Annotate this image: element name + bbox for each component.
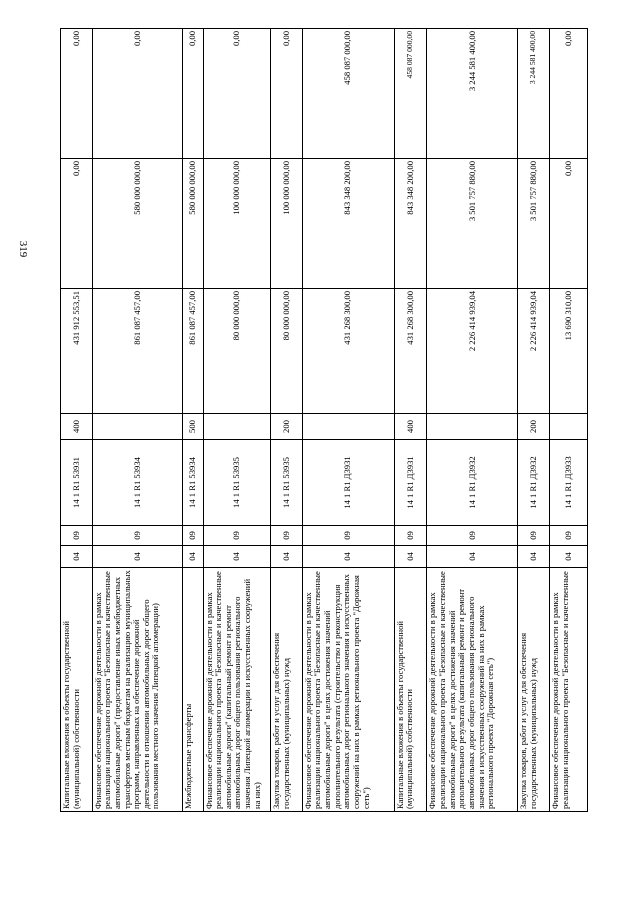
- row-amount-2: 3 501 757 880,00: [518, 159, 550, 289]
- row-expense-type: [302, 414, 394, 440]
- row-section: 04: [183, 546, 203, 568]
- row-target-article: 14 1 R1 53935: [203, 440, 271, 526]
- row-target-article: 14 1 R1 53934: [183, 440, 203, 526]
- row-target-article: 14 1 R1 Д3933: [549, 440, 587, 526]
- row-section: 04: [203, 546, 271, 568]
- row-amount-1: 431 912 553,51: [61, 289, 93, 414]
- row-section: 04: [271, 546, 303, 568]
- budget-table-rotated: [60, 29, 588, 812]
- row-subsection: 09: [302, 526, 394, 546]
- table-row: [92, 29, 183, 812]
- row-target-article: 14 1 R1 Д3931: [394, 440, 427, 526]
- table-row: [61, 29, 93, 812]
- budget-table: [60, 28, 588, 812]
- row-amount-1: 861 087 457,00: [183, 289, 203, 414]
- row-expense-type: 200: [271, 414, 303, 440]
- row-section: 04: [549, 546, 587, 568]
- row-target-article: 14 1 R1 53934: [92, 440, 183, 526]
- row-section: 04: [302, 546, 394, 568]
- row-amount-1: 80 000 000,00: [271, 289, 303, 414]
- row-subsection: 09: [203, 526, 271, 546]
- row-amount-2: 843 348 200,00: [302, 159, 394, 289]
- row-amount-2: 843 348 200,00: [394, 159, 427, 289]
- row-amount-1: 2 226 414 939,04: [427, 289, 518, 414]
- row-amount-2: 0,00: [549, 159, 587, 289]
- row-amount-2: 0,00: [61, 159, 93, 289]
- table-row: [518, 29, 550, 812]
- row-subsection: 09: [271, 526, 303, 546]
- row-section: 04: [427, 546, 518, 568]
- row-expense-type: [203, 414, 271, 440]
- row-target-article: 14 1 R1 Д3932: [518, 440, 550, 526]
- row-target-article: 14 1 R1 53935: [271, 440, 303, 526]
- table-row: [203, 29, 271, 812]
- row-amount-1: 431 268 300,00: [394, 289, 427, 414]
- row-amount-3: 0,00: [549, 29, 587, 159]
- table-row: [549, 29, 587, 812]
- page-number: 319: [17, 240, 29, 258]
- row-subsection: 09: [61, 526, 93, 546]
- row-amount-1: 861 087 457,00: [92, 289, 183, 414]
- row-expense-type: [549, 414, 587, 440]
- row-expense-type: [427, 414, 518, 440]
- row-name: Межбюджетные трансферты: [183, 568, 203, 812]
- table-row: [183, 29, 203, 812]
- row-section: 04: [61, 546, 93, 568]
- row-name: Капитальные вложения в объекты государственной (муниципальной) собственности: [394, 568, 427, 812]
- row-amount-3: 3 244 581 400,00: [518, 29, 550, 159]
- row-amount-2: 580 000 000,00: [92, 159, 183, 289]
- row-target-article: 14 1 R1 Д3931: [302, 440, 394, 526]
- row-amount-1: 13 690 310,00: [549, 289, 587, 414]
- row-amount-3: 0,00: [92, 29, 183, 159]
- row-subsection: 09: [549, 526, 587, 546]
- table-row: [271, 29, 303, 812]
- row-section: 04: [92, 546, 183, 568]
- row-subsection: 09: [183, 526, 203, 546]
- row-expense-type: [92, 414, 183, 440]
- row-amount-1: 2 226 414 939,04: [518, 289, 550, 414]
- row-section: 04: [394, 546, 427, 568]
- row-amount-1: 80 000 000,00: [203, 289, 271, 414]
- row-section: 04: [518, 546, 550, 568]
- row-name: Финансовое обеспечение дорожной деятельности в рамках реализации национального проекта "Безопасные и качественные: [549, 568, 587, 812]
- row-subsection: 09: [518, 526, 550, 546]
- row-expense-type: 400: [394, 414, 427, 440]
- row-target-article: 14 1 R1 Д3932: [427, 440, 518, 526]
- row-amount-3: 0,00: [61, 29, 93, 159]
- row-subsection: 09: [427, 526, 518, 546]
- row-amount-3: 3 244 581 400,00: [427, 29, 518, 159]
- row-subsection: 09: [92, 526, 183, 546]
- row-name: Финансовое обеспечение дорожной деятельности в рамках реализации национального проекта "Безопасные и качественные автомобильные дороги" в целях достижения значений дополнительного результата (строительство и реконструкция автомобильных дорог регионального значения и искусственных сооружений на них в рамках регионального проекта "Дорожная сеть"): [302, 568, 394, 812]
- row-amount-2: 3 501 757 880,00: [427, 159, 518, 289]
- row-expense-type: 400: [61, 414, 93, 440]
- row-amount-3: 0,00: [271, 29, 303, 159]
- table-row: [394, 29, 427, 812]
- row-subsection: 09: [394, 526, 427, 546]
- row-name: Финансовое обеспечение дорожной деятельности в рамках реализации национального проекта "Безопасные и качественные автомобильные дороги" (капитальный ремонт и ремонт автомобильных дорог общего пользования регионального значения Липецкой агломерации и искусственных сооружений на них): [203, 568, 271, 812]
- row-amount-2: 580 000 000,00: [183, 159, 203, 289]
- row-name: Финансовое обеспечение дорожной деятельности в рамках реализации национального проекта "Безопасные и качественные автомобильные дороги" в целях достижения значений дополнительного результата (капитальный ремонт и ремонт автомобильных дорог общего пользования регионального значения и искусственных сооружений на них в рамках регионального проекта "Дорожная сеть"): [427, 568, 518, 812]
- table-row: [302, 29, 394, 812]
- row-expense-type: 500: [183, 414, 203, 440]
- row-amount-3: 0,00: [203, 29, 271, 159]
- row-amount-3: 0,00: [183, 29, 203, 159]
- row-name: Финансовое обеспечение дорожной деятельности в рамках реализации национального проекта "Безопасные и качественные автомобильные дороги" (предоставление иных межбюджетных трансфертов местным бюджетам на реализацию муниципальных программ, направленных на обеспечение дорожной деятельности в отношении автомобильных дорог общего пользования местного значения Липецкой агломерации): [92, 568, 183, 812]
- row-amount-1: 431 268 300,00: [302, 289, 394, 414]
- row-target-article: 14 1 R1 53931: [61, 440, 93, 526]
- row-name: Закупка товаров, работ и услуг для обеспечения государственных (муниципальных) нужд: [271, 568, 303, 812]
- row-amount-3: 458 087 000,00: [302, 29, 394, 159]
- row-expense-type: 200: [518, 414, 550, 440]
- row-amount-2: 100 000 000,00: [203, 159, 271, 289]
- row-name: Закупка товаров, работ и услуг для обеспечения государственных (муниципальных) нужд: [518, 568, 550, 812]
- table-body: [61, 29, 588, 812]
- table-row: [427, 29, 518, 812]
- row-amount-3: 458 087 000,00: [394, 29, 427, 159]
- row-name: Капитальные вложения в объекты государственной (муниципальной) собственности: [61, 568, 93, 812]
- row-amount-2: 100 000 000,00: [271, 159, 303, 289]
